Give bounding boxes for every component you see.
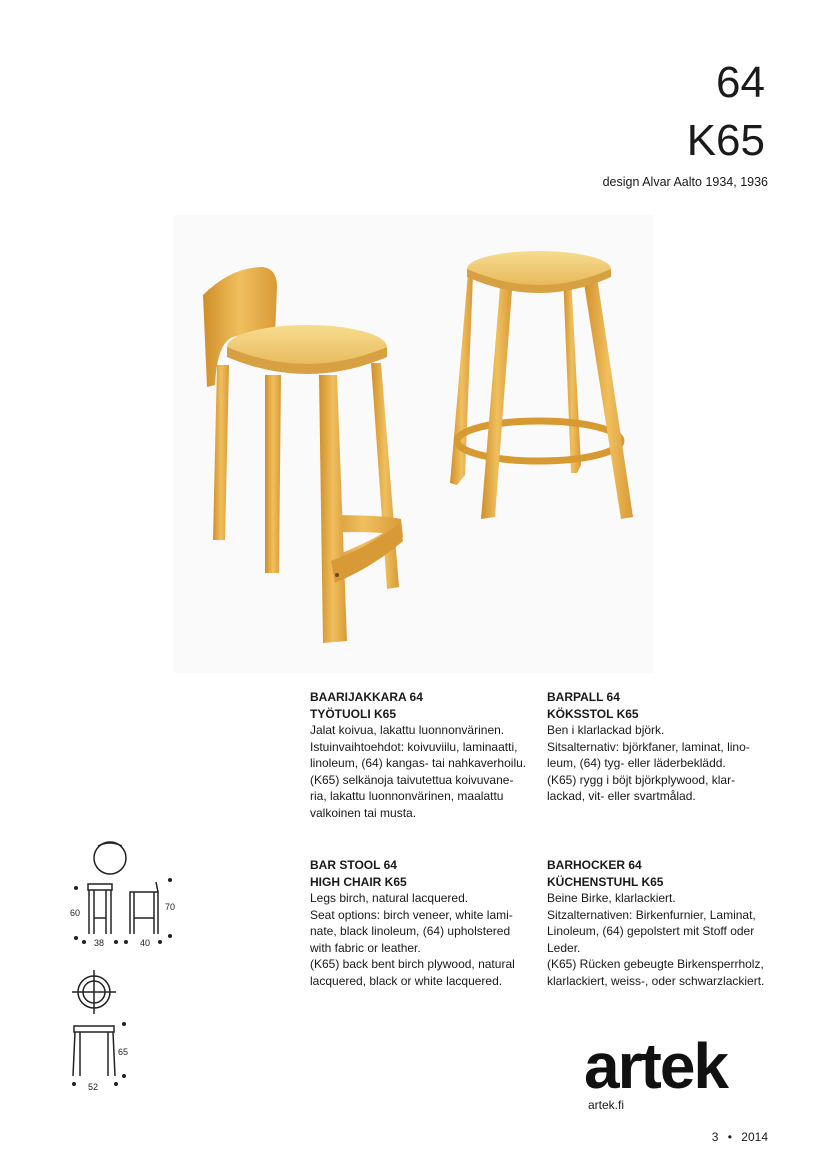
heading-english-2: HIGH CHAIR K65 (310, 874, 407, 889)
dim-k65-seat-height: 60 (70, 908, 81, 918)
description-swedish (547, 689, 767, 805)
dim-k65-height: 70 (165, 902, 176, 912)
heading-german-1: BARHOCKER 64 (547, 858, 642, 872)
text-line: Seat options: birch veneer, white lami- (310, 907, 513, 922)
text-line: (K65) selkänoja taivutettua koivuvane- (310, 772, 514, 787)
text-line: lackad, vit- eller svartmålad. (547, 789, 696, 803)
page-number: 3 (711, 1130, 719, 1144)
stools-illustration (173, 215, 653, 673)
description-english (310, 857, 530, 989)
separator-dot: • (727, 1130, 732, 1144)
bar-stool-64 (450, 251, 633, 519)
text-line: (K65) back bent birch plywood, natural (310, 957, 515, 971)
heading-german-2: KÜCHENSTUHL K65 (547, 874, 664, 889)
dimension-drawings (60, 836, 190, 1096)
heading-swedish-1: BARPALL 64 (547, 690, 620, 704)
text-line: klarlackiert, weiss-, oder schwarzlackiert. (547, 973, 765, 988)
dim-k65-depth: 40 (140, 938, 151, 948)
text-line: with fabric or leather. (310, 940, 421, 955)
text-line: valkoinen tai musta. (310, 805, 417, 820)
website-url: artek.fi (588, 1098, 625, 1112)
text-line: Sitzalternativen: Birkenfurnier, Laminat, (547, 907, 756, 922)
text-line: ria, lakattu luonnonvärinen, maalattu (310, 789, 504, 803)
dim-stool64-width: 52 (88, 1082, 99, 1092)
heading-english-1: BAR STOOL 64 (310, 858, 397, 872)
heading-finnish-2: TYÖTUOLI K65 (310, 706, 397, 721)
artek-logo: artek (584, 1030, 727, 1102)
text-line: Sitsalternativ: björkfaner, laminat, lino- (547, 739, 750, 754)
technical-drawings (60, 836, 190, 1096)
text-line: Legs birch, natural lacquered. (310, 891, 469, 905)
product-photo (173, 215, 653, 673)
heading-finnish-1: BAARIJAKKARA 64 (310, 690, 423, 704)
text-line: (K65) Rücken gebeugte Birkensperrholz, (547, 957, 764, 971)
text-line: Leder. (547, 940, 581, 955)
text-line: Ben i klarlackad björk. (547, 723, 665, 737)
text-line: lacquered, black or white lacquered. (310, 973, 503, 988)
description-finnish (310, 689, 530, 821)
text-line: Jalat koivua, lakattu luonnonvärinen. (310, 723, 505, 737)
text-line: leum, (64) tyg- eller läderbeklädd. (547, 756, 726, 770)
year: 2014 (741, 1130, 768, 1144)
text-line: Linoleum, (64) gepolstert mit Stoff oder (547, 924, 755, 938)
text-line: Beine Birke, klarlackiert. (547, 891, 676, 905)
description-german (547, 857, 769, 989)
model-number: 64 (716, 58, 765, 107)
page-footer (712, 1130, 768, 1144)
high-chair-k65 (203, 267, 403, 643)
text-line: Istuinvaihtoehdot: koivuviilu, laminaatti, (310, 739, 518, 754)
model-code: K65 (686, 116, 765, 165)
designer-credit: design Alvar Aalto 1934, 1936 (602, 175, 768, 189)
dim-stool64-height: 65 (118, 1047, 129, 1057)
text-line: (K65) rygg i böjt björkplywood, klar- (547, 772, 736, 787)
heading-swedish-2: KÖKSSTOL K65 (547, 706, 639, 721)
dim-k65-width: 38 (94, 938, 105, 948)
text-line: linoleum, (64) kangas- tai nahkaverhoilu. (310, 756, 527, 770)
text-line: nate, black linoleum, (64) upholstered (310, 924, 511, 938)
